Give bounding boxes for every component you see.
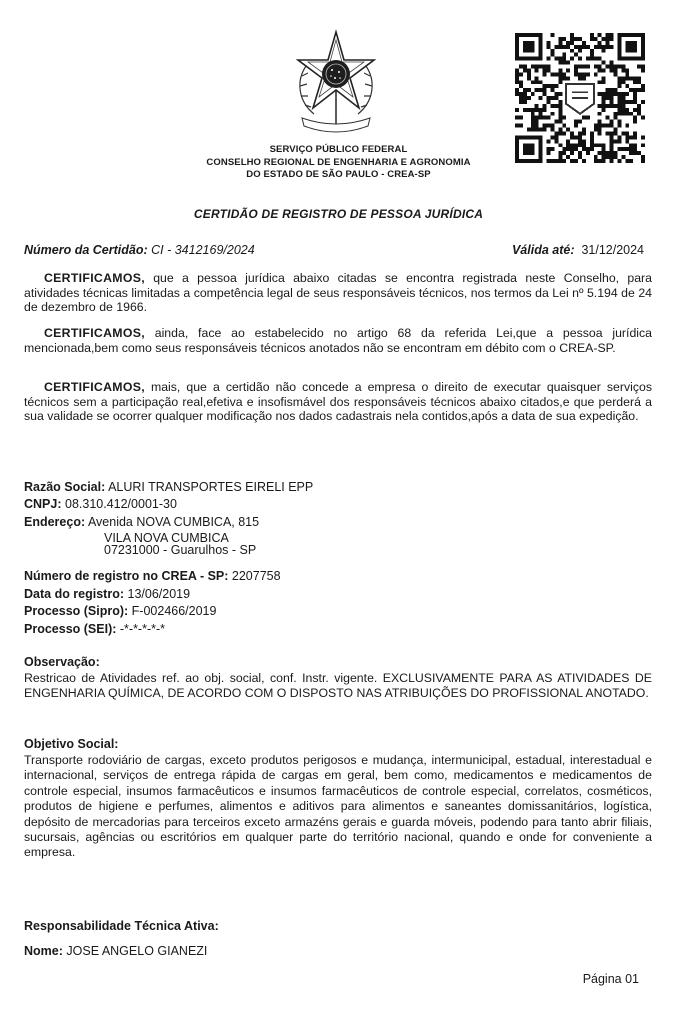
paragraph-lead: CERTIFICAMOS,: [44, 271, 145, 285]
registro-numero: [24, 569, 281, 584]
certificate-number: [24, 243, 255, 257]
paragraph-text: que a pessoa jurídica abaixo citadas se encontra registrada neste Conselho, para atividades técnicas limitadas a competência legal de seus responsáveis técnicos, nos termos da Lei nº 5.194 de 24 de dezembro de 1966.: [24, 271, 652, 315]
data-registro-value: 13/06/2019: [127, 587, 191, 601]
responsavel-nome: [24, 944, 207, 959]
endereco-label: Endereço:: [24, 515, 86, 529]
razao-social-label: Razão Social:: [24, 480, 106, 494]
data-registro-label: Data do registro:: [24, 587, 125, 601]
certification-paragraph: [24, 271, 652, 315]
razao-social-value: ALURI TRANSPORTES EIRELI EPP: [108, 480, 314, 494]
endereco: [24, 515, 259, 530]
data-registro: [24, 587, 190, 602]
header-service: SERVIÇO PÚBLICO FEDERAL: [269, 144, 408, 155]
objetivo-label: Objetivo Social:: [24, 737, 119, 751]
cnpj-label: CNPJ:: [24, 497, 62, 511]
responsavel-nome-label: Nome:: [24, 944, 63, 958]
processo-sipro: [24, 604, 216, 619]
paragraph-lead: CERTIFICAMOS,: [44, 326, 145, 340]
razao-social: [24, 480, 313, 495]
certificate-validity: [512, 243, 644, 257]
processo-sei-value: -*-*-*-*-*: [119, 622, 166, 636]
observacao-label: Observação:: [24, 655, 100, 669]
paragraph-text: mais, que a certidão não concede a empresa o direito de executar quaisquer serviços técnicos sem a participação real,efetiva e insofismável dos responsáveis técnicos abaixo citados,e que perderá a sua validade se ocorrer qualquer modificação nos dados cadastrais nela contidos,após a data de sua expedição.: [24, 380, 652, 424]
certification-paragraph: [24, 326, 652, 355]
endereco-line2: VILA NOVA CUMBICA: [104, 531, 229, 545]
processo-sei-label: Processo (SEI):: [24, 622, 117, 636]
cnpj-value: 08.310.412/0001-30: [65, 497, 177, 511]
certificate-valid-label: Válida até:: [511, 243, 575, 257]
paragraph-text: ainda, face ao estabelecido no artigo 68 da referida Lei,que a pessoa jurídica mencionada,bem como seus responsáveis técnicos anotados não se encontram em débito com o CREA-SP.: [24, 326, 653, 355]
certification-paragraph: [24, 380, 652, 424]
header-council: CONSELHO REGIONAL DE ENGENHARIA E AGRONOMIA: [206, 157, 471, 168]
page-title: CERTIDÃO DE REGISTRO DE PESSOA JURÍDICA: [193, 207, 484, 221]
header-state: DO ESTADO DE SÃO PAULO - CREA-SP: [246, 169, 431, 180]
processo-sipro-label: Processo (Sipro):: [24, 604, 129, 618]
objetivo-text: Transporte rodoviário de cargas, exceto produtos perigosos e mudança, intermunicipal, estadual, interestadual e internacional, serviços de entrega rápida de cargas em geral, bem como, medicamentos e medicamentos de controle especial, insumos farmacêuticos e insumos farmacêuticos de controle especial, correlatos, cosméticos, produtos de higiene e perfumes, alimentos e aditivos para alimentos e saneantes domissanitários, logística, depósito de mercadorias para terceiros exceto armazéns gerais e guarda móveis, podendo para tanto abrir filiais, sucursais, agências ou escritórios em qualquer parte do território nacional, quando e onde for conveniente a empresa.: [24, 753, 652, 860]
endereco-line1: Avenida NOVA CUMBICA, 815: [87, 515, 260, 529]
processo-sei: [24, 622, 165, 637]
processo-sipro-value: F-002466/2019: [131, 604, 217, 618]
certificate-valid-value: 31/12/2024: [581, 243, 644, 257]
responsabilidade-label: Responsabilidade Técnica Ativa:: [24, 919, 219, 933]
responsavel-nome-value: JOSE ANGELO GIANEZI: [66, 944, 208, 958]
certificate-number-value: CI - 3412169/2024: [151, 243, 255, 257]
cnpj: [24, 497, 177, 512]
paragraph-lead: CERTIFICAMOS,: [44, 380, 145, 394]
page-number: Página 01: [582, 972, 639, 986]
endereco-line3: 07231000 - Guarulhos - SP: [104, 543, 257, 557]
observacao-text: Restricao de Atividades ref. ao obj. social, conf. Instr. vigente. EXCLUSIVAMENTE PARA AS ATIVIDADES DE ENGENHARIA QUÍMICA, DE ACORDO COM O DISPOSTO NAS ATRIBUIÇÕES DO PROFISSIONAL ANOTADO.: [24, 671, 652, 701]
brazil-coat-of-arms-icon: [288, 26, 384, 138]
registro-numero-label: Número de registro no CREA - SP:: [24, 569, 229, 583]
certificate-number-label: Número da Certidão:: [24, 243, 148, 257]
registro-numero-value: 2207758: [231, 569, 281, 583]
